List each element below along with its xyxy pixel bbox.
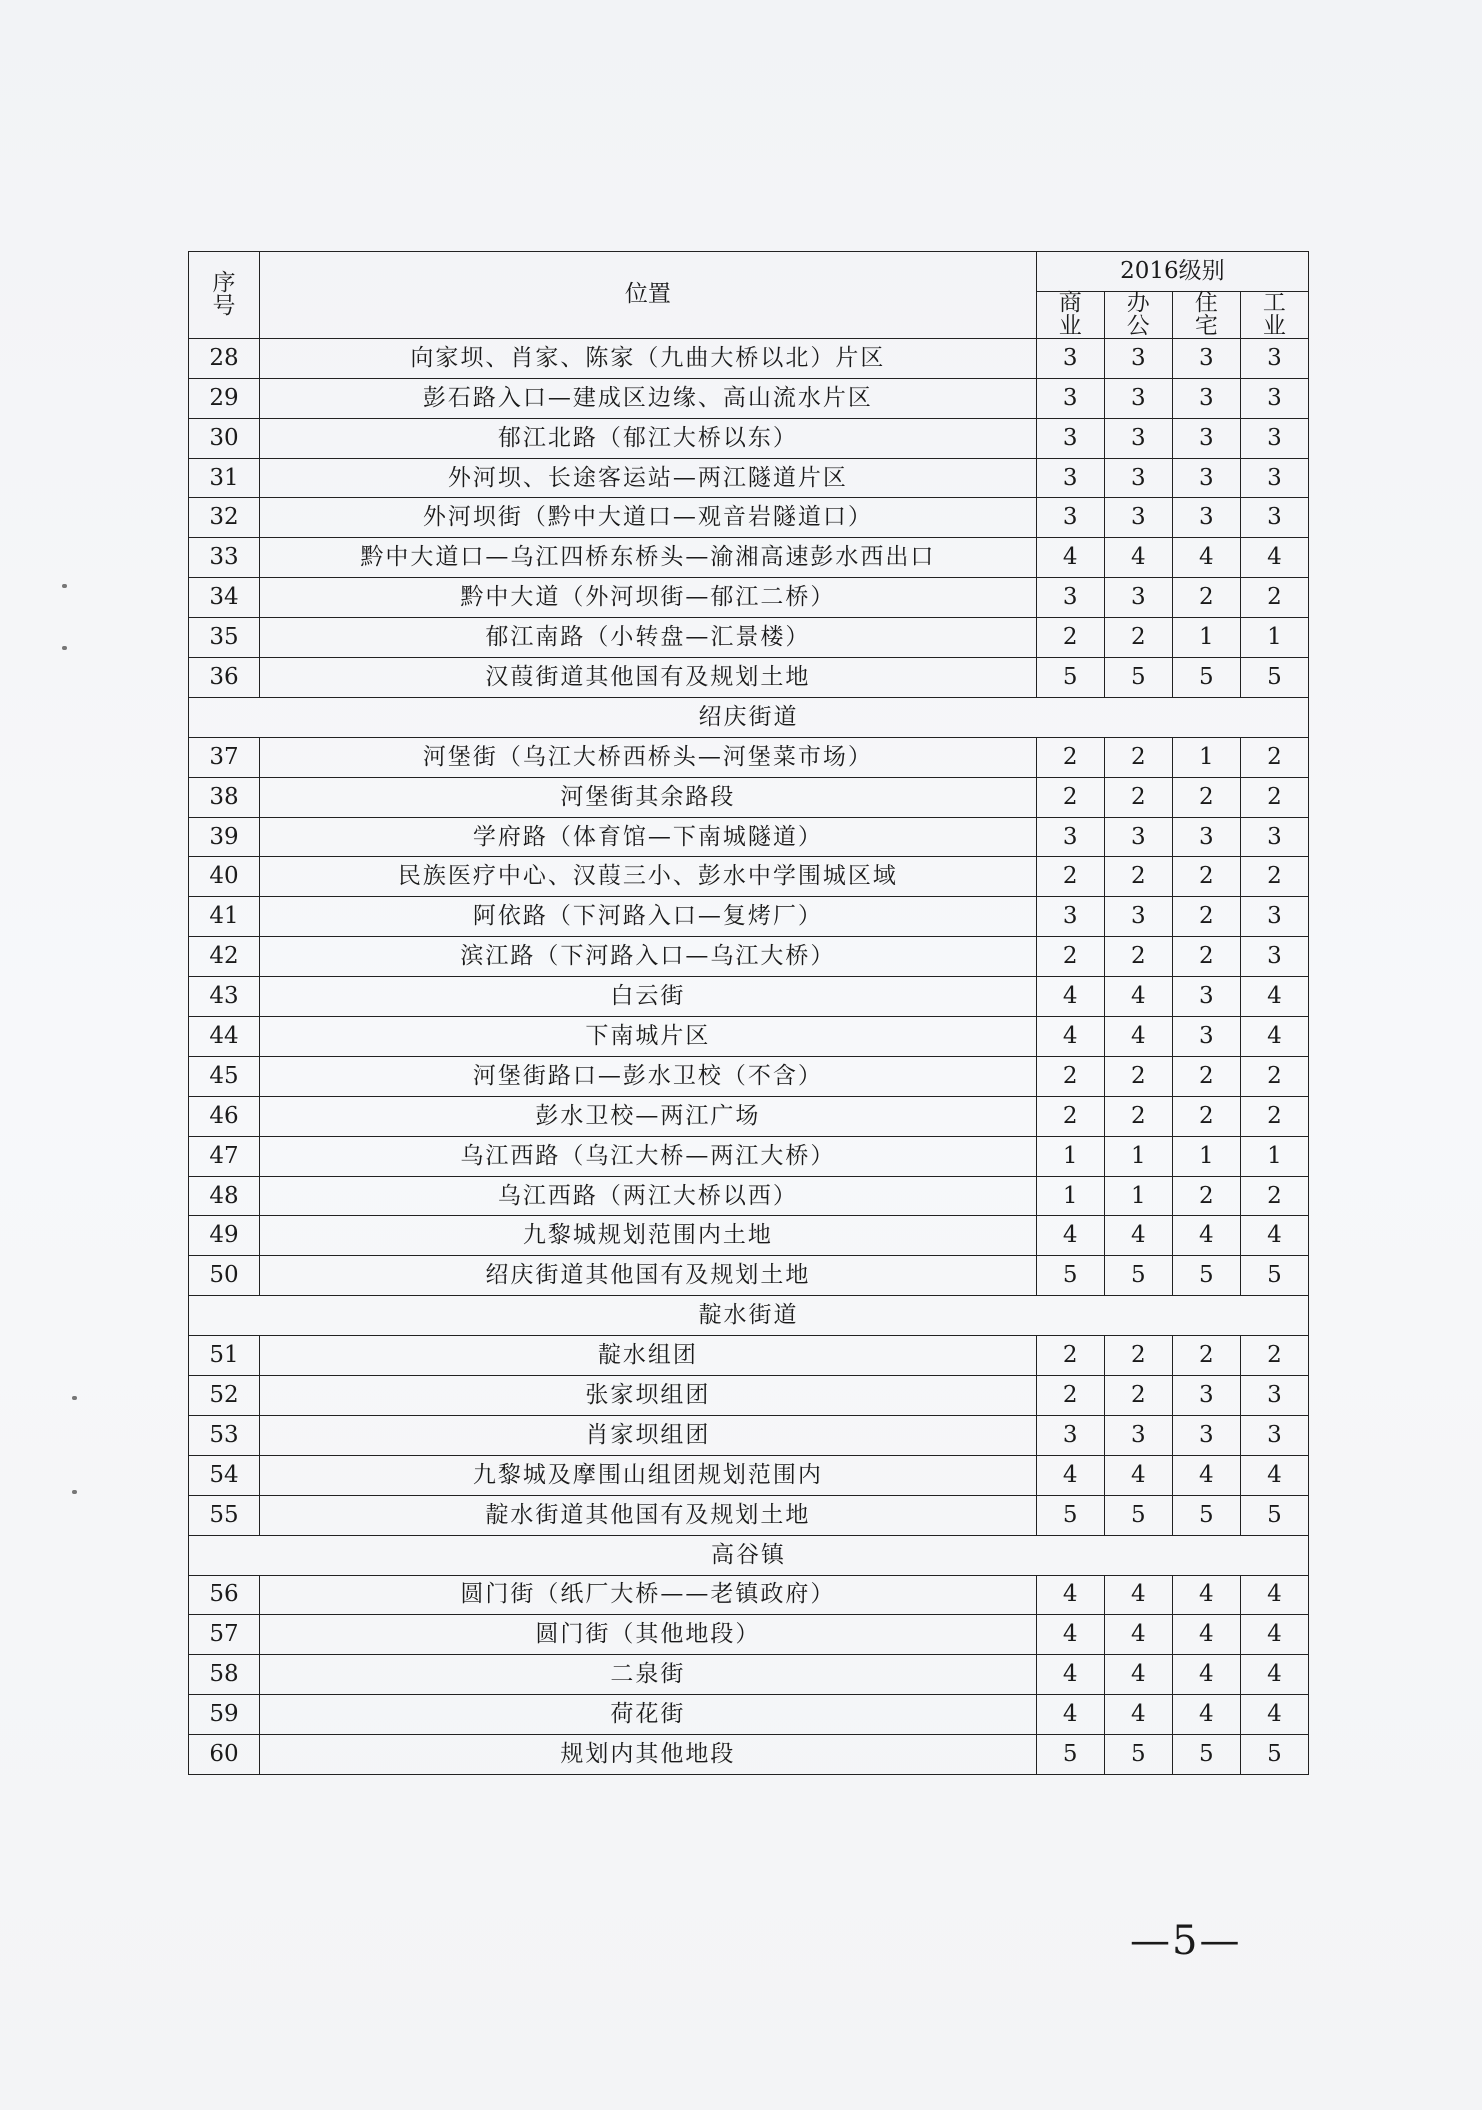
table-row — [189, 658, 1309, 698]
row-serial-number: 43 — [189, 977, 260, 1017]
grade-industrial: 1 — [1240, 618, 1308, 658]
grade-commercial: 5 — [1036, 1735, 1104, 1775]
row-serial-number: 31 — [189, 458, 260, 498]
row-location: 九黎城规划范围内土地 — [260, 1216, 1037, 1256]
row-serial-number: 44 — [189, 1017, 260, 1057]
table-row — [189, 1216, 1309, 1256]
grade-commercial: 4 — [1036, 1017, 1104, 1057]
grade-commercial: 3 — [1036, 458, 1104, 498]
row-serial-number: 55 — [189, 1495, 260, 1535]
grade-office: 2 — [1104, 618, 1172, 658]
row-location: 下南城片区 — [260, 1017, 1037, 1057]
grade-industrial: 3 — [1240, 937, 1308, 977]
row-serial-number: 32 — [189, 498, 260, 538]
row-serial-number: 50 — [189, 1256, 260, 1296]
table-row — [189, 1056, 1309, 1096]
grade-residential: 2 — [1172, 1176, 1240, 1216]
row-serial-number: 33 — [189, 538, 260, 578]
grade-commercial: 4 — [1036, 1615, 1104, 1655]
table-row — [189, 937, 1309, 977]
grade-industrial: 4 — [1240, 1017, 1308, 1057]
grade-residential: 3 — [1172, 418, 1240, 458]
row-serial-number: 53 — [189, 1415, 260, 1455]
section-title: 靛水街道 — [189, 1296, 1309, 1336]
row-serial-number: 39 — [189, 817, 260, 857]
row-location: 白云街 — [260, 977, 1037, 1017]
row-location: 二泉街 — [260, 1655, 1037, 1695]
grade-residential: 4 — [1172, 1455, 1240, 1495]
row-serial-number: 57 — [189, 1615, 260, 1655]
row-serial-number: 59 — [189, 1695, 260, 1735]
table-row — [189, 458, 1309, 498]
header-location: 位置 — [260, 252, 1037, 339]
grade-office: 3 — [1104, 578, 1172, 618]
row-location: 阿依路（下河路入口—复烤厂） — [260, 897, 1037, 937]
grade-commercial: 3 — [1036, 578, 1104, 618]
grade-industrial: 2 — [1240, 1096, 1308, 1136]
table-row — [189, 977, 1309, 1017]
grade-office: 5 — [1104, 1735, 1172, 1775]
table-row — [189, 1096, 1309, 1136]
row-serial-number: 49 — [189, 1216, 260, 1256]
row-location: 肖家坝组团 — [260, 1415, 1037, 1455]
grade-industrial: 5 — [1240, 1735, 1308, 1775]
row-location: 滨江路（下河路入口—乌江大桥） — [260, 937, 1037, 977]
grade-commercial: 5 — [1036, 658, 1104, 698]
grade-residential: 2 — [1172, 897, 1240, 937]
row-serial-number: 28 — [189, 338, 260, 378]
row-serial-number: 45 — [189, 1056, 260, 1096]
table-row — [189, 338, 1309, 378]
grade-residential: 1 — [1172, 618, 1240, 658]
grade-industrial: 3 — [1240, 1415, 1308, 1455]
row-location: 靛水街道其他国有及规划土地 — [260, 1495, 1037, 1535]
grade-residential: 5 — [1172, 1495, 1240, 1535]
row-location: 黔中大道（外河坝街—郁江二桥） — [260, 578, 1037, 618]
grade-residential: 2 — [1172, 1056, 1240, 1096]
table-row — [189, 1695, 1309, 1735]
grade-industrial: 2 — [1240, 777, 1308, 817]
grade-office: 2 — [1104, 1056, 1172, 1096]
grade-office: 3 — [1104, 897, 1172, 937]
table-row — [189, 538, 1309, 578]
row-serial-number: 48 — [189, 1176, 260, 1216]
grade-commercial: 1 — [1036, 1136, 1104, 1176]
grade-office: 2 — [1104, 1376, 1172, 1416]
row-location: 规划内其他地段 — [260, 1735, 1037, 1775]
row-location: 学府路（体育馆—下南城隧道） — [260, 817, 1037, 857]
grade-industrial: 4 — [1240, 1655, 1308, 1695]
grade-residential: 3 — [1172, 1376, 1240, 1416]
row-serial-number: 42 — [189, 937, 260, 977]
grade-residential: 2 — [1172, 937, 1240, 977]
table-row — [189, 857, 1309, 897]
grade-office: 4 — [1104, 977, 1172, 1017]
grade-commercial: 4 — [1036, 1695, 1104, 1735]
grade-office: 3 — [1104, 458, 1172, 498]
section-title: 高谷镇 — [189, 1535, 1309, 1575]
grade-residential: 1 — [1172, 737, 1240, 777]
row-serial-number: 36 — [189, 658, 260, 698]
grade-industrial: 4 — [1240, 1695, 1308, 1735]
grade-industrial: 4 — [1240, 977, 1308, 1017]
grade-commercial: 2 — [1036, 618, 1104, 658]
grade-residential: 4 — [1172, 538, 1240, 578]
table-row — [189, 897, 1309, 937]
grade-commercial: 3 — [1036, 897, 1104, 937]
table-row — [189, 1017, 1309, 1057]
grade-industrial: 5 — [1240, 1256, 1308, 1296]
header-commercial: 商 业 — [1036, 291, 1104, 338]
grade-office: 2 — [1104, 937, 1172, 977]
grade-office: 3 — [1104, 378, 1172, 418]
grade-industrial: 4 — [1240, 1615, 1308, 1655]
row-location: 民族医疗中心、汉葭三小、彭水中学围城区域 — [260, 857, 1037, 897]
grade-industrial: 3 — [1240, 897, 1308, 937]
grade-residential: 2 — [1172, 777, 1240, 817]
grade-office: 3 — [1104, 817, 1172, 857]
row-location: 外河坝、长途客运站—两江隧道片区 — [260, 458, 1037, 498]
grade-residential: 3 — [1172, 338, 1240, 378]
header-industrial: 工 业 — [1240, 291, 1308, 338]
grade-office: 3 — [1104, 418, 1172, 458]
table-row — [189, 777, 1309, 817]
row-location: 郁江南路（小转盘—汇景楼） — [260, 618, 1037, 658]
grade-commercial: 4 — [1036, 977, 1104, 1017]
grade-commercial: 4 — [1036, 1655, 1104, 1695]
table-header — [189, 252, 1309, 339]
grade-office: 4 — [1104, 1655, 1172, 1695]
grade-industrial: 4 — [1240, 1455, 1308, 1495]
grade-residential: 2 — [1172, 1096, 1240, 1136]
row-location: 外河坝街（黔中大道口—观音岩隧道口） — [260, 498, 1037, 538]
grade-residential: 1 — [1172, 1136, 1240, 1176]
grade-residential: 3 — [1172, 1415, 1240, 1455]
grade-industrial: 2 — [1240, 1176, 1308, 1216]
table-row — [189, 1176, 1309, 1216]
header-serial-number — [189, 252, 260, 339]
land-grade-table — [188, 251, 1309, 1775]
scan-speck — [72, 1396, 77, 1400]
grade-office: 4 — [1104, 1216, 1172, 1256]
grade-residential: 5 — [1172, 1256, 1240, 1296]
grade-industrial: 3 — [1240, 817, 1308, 857]
grade-industrial: 2 — [1240, 737, 1308, 777]
grade-office: 1 — [1104, 1136, 1172, 1176]
table-row — [189, 418, 1309, 458]
grade-residential: 4 — [1172, 1655, 1240, 1695]
grade-residential: 4 — [1172, 1615, 1240, 1655]
row-location: 向家坝、肖家、陈家（九曲大桥以北）片区 — [260, 338, 1037, 378]
row-location: 河堡街其余路段 — [260, 777, 1037, 817]
table-row — [189, 498, 1309, 538]
table-row — [189, 618, 1309, 658]
row-location: 郁江北路（郁江大桥以东） — [260, 418, 1037, 458]
row-location: 河堡街（乌江大桥西桥头—河堡菜市场） — [260, 737, 1037, 777]
grade-residential: 4 — [1172, 1695, 1240, 1735]
grade-office: 3 — [1104, 1415, 1172, 1455]
grade-residential: 4 — [1172, 1216, 1240, 1256]
grade-office: 1 — [1104, 1176, 1172, 1216]
grade-commercial: 3 — [1036, 378, 1104, 418]
grade-residential: 2 — [1172, 578, 1240, 618]
row-serial-number: 56 — [189, 1575, 260, 1615]
page-number: —5— — [1130, 1918, 1242, 1964]
grade-commercial: 3 — [1036, 1415, 1104, 1455]
grade-commercial: 4 — [1036, 538, 1104, 578]
grade-residential: 3 — [1172, 977, 1240, 1017]
row-serial-number: 34 — [189, 578, 260, 618]
grade-industrial: 5 — [1240, 658, 1308, 698]
grade-office: 4 — [1104, 1455, 1172, 1495]
grade-office: 4 — [1104, 1615, 1172, 1655]
grade-office: 2 — [1104, 1096, 1172, 1136]
grade-office: 2 — [1104, 737, 1172, 777]
grade-industrial: 3 — [1240, 378, 1308, 418]
grade-residential: 2 — [1172, 857, 1240, 897]
header-residential: 住 宅 — [1172, 291, 1240, 338]
table-row — [189, 1495, 1309, 1535]
row-location: 河堡街路口—彭水卫校（不含） — [260, 1056, 1037, 1096]
row-serial-number: 38 — [189, 777, 260, 817]
grade-industrial: 3 — [1240, 498, 1308, 538]
table-body — [189, 338, 1309, 1774]
table-row — [189, 378, 1309, 418]
section-row — [189, 1296, 1309, 1336]
row-serial-number: 52 — [189, 1376, 260, 1416]
row-serial-number: 60 — [189, 1735, 260, 1775]
row-serial-number: 46 — [189, 1096, 260, 1136]
grade-office: 5 — [1104, 1495, 1172, 1535]
table-row — [189, 1415, 1309, 1455]
grade-residential: 3 — [1172, 498, 1240, 538]
grade-commercial: 5 — [1036, 1495, 1104, 1535]
grade-commercial: 1 — [1036, 1176, 1104, 1216]
grade-commercial: 2 — [1036, 1336, 1104, 1376]
row-location: 乌江西路（两江大桥以西） — [260, 1176, 1037, 1216]
grade-residential: 3 — [1172, 1017, 1240, 1057]
header-year-grade: 2016级别 — [1036, 252, 1308, 292]
grade-residential: 5 — [1172, 658, 1240, 698]
table-row — [189, 1336, 1309, 1376]
row-location: 黔中大道口—乌江四桥东桥头—渝湘高速彭水西出口 — [260, 538, 1037, 578]
row-serial-number: 37 — [189, 737, 260, 777]
grade-office: 4 — [1104, 538, 1172, 578]
grade-office: 2 — [1104, 1336, 1172, 1376]
row-serial-number: 51 — [189, 1336, 260, 1376]
row-location: 荷花街 — [260, 1695, 1037, 1735]
grade-commercial: 4 — [1036, 1575, 1104, 1615]
grade-commercial: 2 — [1036, 857, 1104, 897]
section-title: 绍庆街道 — [189, 697, 1309, 737]
row-location: 张家坝组团 — [260, 1376, 1037, 1416]
grade-residential: 2 — [1172, 1336, 1240, 1376]
grade-residential: 4 — [1172, 1575, 1240, 1615]
grade-residential: 3 — [1172, 817, 1240, 857]
grade-industrial: 2 — [1240, 1336, 1308, 1376]
grade-office: 3 — [1104, 338, 1172, 378]
row-serial-number: 47 — [189, 1136, 260, 1176]
grade-office: 2 — [1104, 857, 1172, 897]
row-location: 彭水卫校—两江广场 — [260, 1096, 1037, 1136]
table-row — [189, 1575, 1309, 1615]
row-serial-number: 40 — [189, 857, 260, 897]
row-location: 九黎城及摩围山组团规划范围内 — [260, 1455, 1037, 1495]
grade-commercial: 2 — [1036, 1056, 1104, 1096]
grade-office: 3 — [1104, 498, 1172, 538]
grade-industrial: 2 — [1240, 1056, 1308, 1096]
grade-office: 5 — [1104, 1256, 1172, 1296]
row-serial-number: 35 — [189, 618, 260, 658]
grade-commercial: 4 — [1036, 1455, 1104, 1495]
grade-industrial: 3 — [1240, 1376, 1308, 1416]
grade-industrial: 4 — [1240, 538, 1308, 578]
grade-industrial: 4 — [1240, 1216, 1308, 1256]
section-row — [189, 697, 1309, 737]
grade-industrial: 2 — [1240, 857, 1308, 897]
table-row — [189, 1376, 1309, 1416]
table-row — [189, 1136, 1309, 1176]
grade-commercial: 2 — [1036, 1096, 1104, 1136]
grade-commercial: 2 — [1036, 937, 1104, 977]
row-serial-number: 29 — [189, 378, 260, 418]
grade-industrial: 3 — [1240, 458, 1308, 498]
grade-commercial: 2 — [1036, 737, 1104, 777]
row-serial-number: 41 — [189, 897, 260, 937]
scan-speck — [72, 1490, 77, 1494]
grade-industrial: 3 — [1240, 418, 1308, 458]
grade-office: 2 — [1104, 777, 1172, 817]
grade-commercial: 3 — [1036, 817, 1104, 857]
row-location: 乌江西路（乌江大桥—两江大桥） — [260, 1136, 1037, 1176]
table-row — [189, 1256, 1309, 1296]
grade-office: 5 — [1104, 658, 1172, 698]
row-serial-number: 54 — [189, 1455, 260, 1495]
row-location: 圆门街（其他地段） — [260, 1615, 1037, 1655]
row-location: 绍庆街道其他国有及规划土地 — [260, 1256, 1037, 1296]
row-serial-number: 58 — [189, 1655, 260, 1695]
grade-office: 4 — [1104, 1017, 1172, 1057]
grade-commercial: 2 — [1036, 777, 1104, 817]
grade-office: 4 — [1104, 1575, 1172, 1615]
grade-industrial: 2 — [1240, 578, 1308, 618]
header-serial-number-label: 序 号 — [212, 269, 236, 319]
table-row — [189, 817, 1309, 857]
row-serial-number: 30 — [189, 418, 260, 458]
table-row — [189, 578, 1309, 618]
grade-residential: 3 — [1172, 458, 1240, 498]
grade-commercial: 5 — [1036, 1256, 1104, 1296]
grade-industrial: 5 — [1240, 1495, 1308, 1535]
header-office: 办 公 — [1104, 291, 1172, 338]
scan-speck — [62, 584, 67, 588]
grade-commercial: 3 — [1036, 418, 1104, 458]
table-row — [189, 1655, 1309, 1695]
section-row — [189, 1535, 1309, 1575]
grade-industrial: 1 — [1240, 1136, 1308, 1176]
table-row — [189, 1735, 1309, 1775]
row-location: 彭石路入口—建成区边缘、高山流水片区 — [260, 378, 1037, 418]
grade-industrial: 3 — [1240, 338, 1308, 378]
grade-residential: 5 — [1172, 1735, 1240, 1775]
grade-commercial: 3 — [1036, 338, 1104, 378]
grade-residential: 3 — [1172, 378, 1240, 418]
grade-industrial: 4 — [1240, 1575, 1308, 1615]
table-row — [189, 737, 1309, 777]
row-location: 汉葭街道其他国有及规划土地 — [260, 658, 1037, 698]
grade-commercial: 2 — [1036, 1376, 1104, 1416]
table-row — [189, 1455, 1309, 1495]
table-row — [189, 1615, 1309, 1655]
grade-office: 4 — [1104, 1695, 1172, 1735]
row-location: 靛水组团 — [260, 1336, 1037, 1376]
grade-commercial: 3 — [1036, 498, 1104, 538]
row-location: 圆门街（纸厂大桥——老镇政府） — [260, 1575, 1037, 1615]
grade-commercial: 4 — [1036, 1216, 1104, 1256]
scan-speck — [62, 646, 67, 650]
